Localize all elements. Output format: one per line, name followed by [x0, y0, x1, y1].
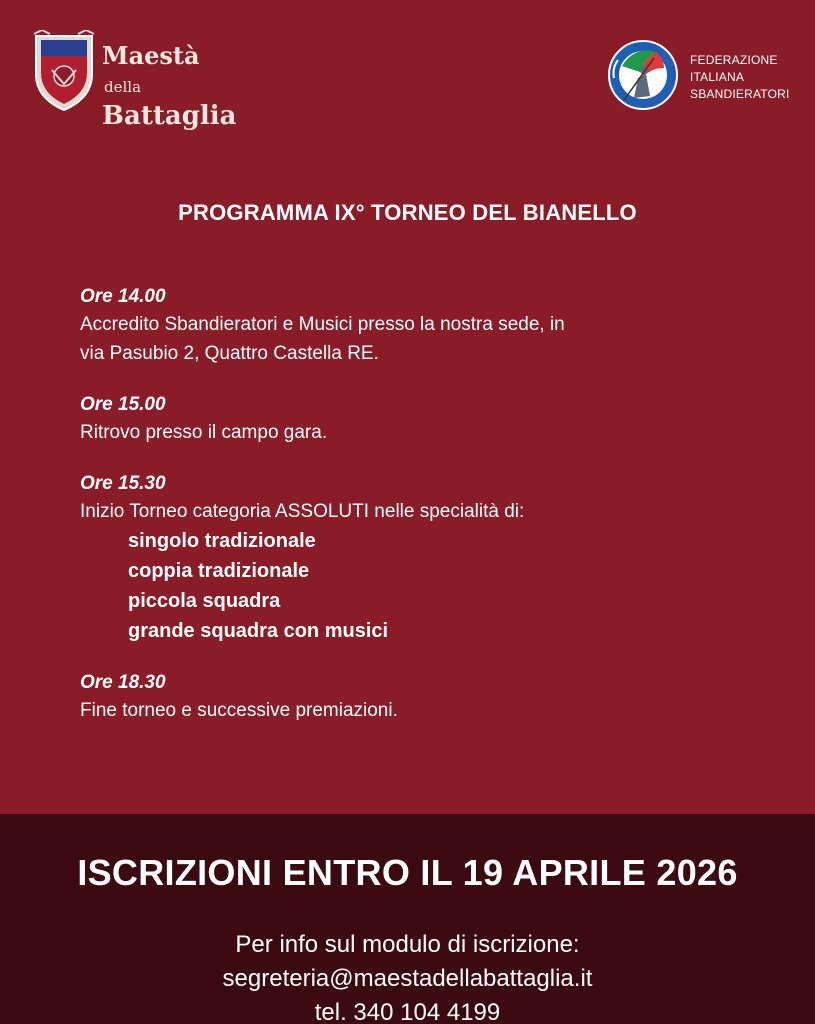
contact-phone-link[interactable]: tel. 340 104 4199 — [314, 999, 501, 1024]
fis-line-1: FEDERAZIONE — [690, 53, 778, 67]
program-item — [80, 392, 780, 447]
maesta-della-battaglia-logo — [32, 30, 242, 131]
program-item — [80, 670, 780, 725]
program-item — [80, 284, 780, 368]
specialty-item: piccola squadra — [128, 590, 281, 612]
program-desc: Inizio Torneo categoria ASSOLUTI nelle specialità di: — [80, 501, 525, 522]
specialty-item: singolo tradizionale — [128, 530, 316, 552]
contact-email-link[interactable]: segreteria@maestadellabattaglia.it — [222, 965, 593, 992]
specialty-list — [80, 526, 780, 646]
program-desc: via Pasubio 2, Quattro Castella RE. — [80, 343, 379, 364]
info-label: Per info sul modulo di iscrizione: — [235, 931, 580, 958]
registration-deadline: ISCRIZIONI ENTRO IL 19 APRILE 2026 — [77, 852, 738, 893]
program-time: Ore 15.30 — [80, 473, 166, 494]
logo-word-battaglia: Battaglia — [102, 101, 237, 131]
fis-wordmark — [690, 52, 790, 103]
specialty-item: grande squadra con musici — [128, 620, 389, 642]
flag-waver-emblem-icon — [604, 38, 682, 112]
heraldic-shield-icon — [32, 30, 96, 112]
page-title: PROGRAMMA IX° TORNEO DEL BIANELLO — [178, 200, 637, 225]
fis-logo — [604, 38, 804, 114]
program-desc: Ritrovo presso il campo gara. — [80, 422, 328, 443]
program-list — [80, 284, 780, 749]
logo-word-della: della — [104, 78, 142, 96]
program-item — [80, 471, 780, 646]
specialty-item: coppia tradizionale — [128, 560, 310, 582]
logo-wordmark — [102, 42, 242, 131]
program-time: Ore 15.00 — [80, 394, 166, 415]
fis-line-2: ITALIANA — [690, 70, 745, 84]
program-time: Ore 14.00 — [80, 286, 166, 307]
logo-word-maesta: Maestà — [102, 41, 200, 70]
contact-info — [0, 928, 815, 1024]
program-desc: Fine torneo e successive premiazioni. — [80, 700, 398, 721]
program-desc: Accredito Sbandieratori e Musici presso la nostra sede, in — [80, 314, 565, 335]
fis-line-3: SBANDIERATORI — [690, 87, 790, 101]
program-time: Ore 18.30 — [80, 672, 166, 693]
